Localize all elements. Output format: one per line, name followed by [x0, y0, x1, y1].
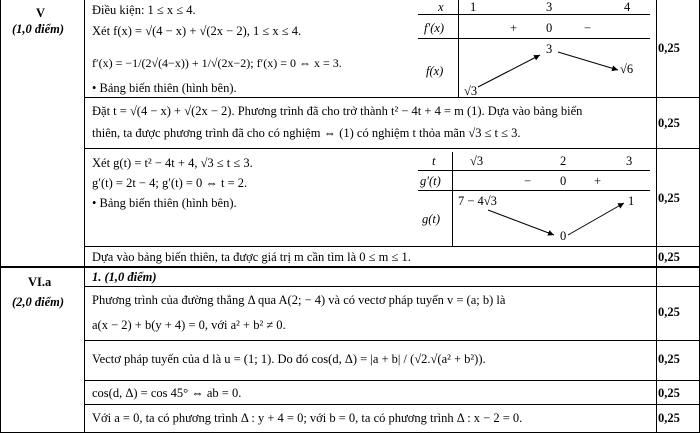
- score-v-1: 0,25: [658, 41, 680, 55]
- via-row2-line1: Vectơ pháp tuyến của d là u = (1; 1). Do đó cos(d, Δ) = |a + b| / (√2.√(a² + b²)).: [92, 352, 486, 366]
- tbl1-x1: 1: [470, 0, 477, 14]
- v-row1-line2: Xét f(x) = √(4 − x) + √(2x − 2), 1 ≤ x ≤ 4.: [92, 24, 302, 38]
- section-v-label: V: [36, 6, 46, 20]
- tbl2-g-end: 1: [628, 194, 635, 208]
- tbl1-d2: 0: [546, 21, 553, 35]
- v-row3-line1: Xét g(t) = t² − 4t + 4, √3 ≤ t ≤ 3.: [92, 156, 253, 170]
- v-row1-line4: • Bảng biến thiên (hình bên).: [92, 81, 237, 95]
- arrow-g-down: [488, 210, 554, 235]
- v-row1-line3: f′(x) = −1/(2√(4−x)) + 1/√(2x−2); f′(x) = 0 ⇔ x = 3.: [92, 56, 342, 70]
- tbl1-x-label: x: [438, 0, 444, 14]
- v-row3-line3: • Bảng biến thiên (hình bên).: [92, 196, 237, 210]
- tbl1-f-label: f(x): [426, 64, 444, 78]
- arrow-f-down: [558, 52, 618, 70]
- v-row2-line2: thiên, ta được phương trình đã cho có nghiệm ⇔ (1) có nghiệm t thỏa mãn √3 ≤ t ≤ 3.: [92, 126, 521, 140]
- tbl1-f-max: 3: [546, 42, 553, 56]
- arrow-f-up: [478, 55, 540, 87]
- tbl2-d2: 0: [560, 174, 567, 188]
- via-row4-line1: Với a = 0, ta có phương trình Δ : y + 4 = 0; với b = 0, ta có phương trình Δ : x − 2 = 0.: [92, 411, 523, 425]
- section-v-points: (1,0 điểm): [12, 22, 65, 36]
- tbl1-f-start: √3: [464, 84, 478, 98]
- tbl2-d1: −: [524, 174, 532, 188]
- section-via-points: (2,0 điểm): [12, 295, 65, 309]
- tbl2-d3: +: [594, 174, 602, 188]
- tbl2-d-label: g′(t): [420, 174, 441, 188]
- arrow-g-up: [568, 203, 624, 235]
- v-row2-line1: Đặt t = √(4 − x) + √(2x − 2). Phương trình đã cho trở thành t² − 4t + 4 = m (1). Dựa vào bảng biến: [92, 104, 583, 118]
- tbl2-t1: √3: [470, 154, 484, 168]
- v-row3-line2: g′(t) = 2t − 4; g′(t) = 0 ⇔ t = 2.: [92, 176, 248, 190]
- via-header: 1. (1,0 điểm): [92, 270, 157, 284]
- section-via-label: VI.a: [28, 275, 52, 289]
- score-v-4: 0,25: [658, 250, 680, 264]
- tbl1-x2: 3: [546, 0, 553, 14]
- tbl2-t-label: t: [432, 154, 436, 168]
- tbl1-d-label: f′(x): [424, 21, 445, 35]
- score-via-1: 0,25: [658, 305, 680, 319]
- tbl1-x3: 4: [624, 0, 631, 14]
- tbl2-g-min: 0: [560, 229, 567, 243]
- v-row4-line1: Dựa vào bảng biến thiên, ta được giá trị m cần tìm là 0 ≤ m ≤ 1.: [92, 250, 411, 264]
- tbl2-g-label: g(t): [422, 212, 441, 226]
- tbl1-d3: −: [584, 21, 592, 35]
- score-via-2: 0,25: [658, 352, 680, 366]
- score-via-3: 0,25: [658, 386, 680, 400]
- tbl1-d1: +: [510, 21, 518, 35]
- tbl2-t2: 2: [560, 154, 567, 168]
- via-row1-line2: a(x − 2) + b(y + 4) = 0, với a² + b² ≠ 0.: [92, 318, 286, 332]
- score-v-3: 0,25: [658, 191, 680, 205]
- score-via-4: 0,25: [658, 411, 680, 425]
- tbl2-t3: 3: [626, 154, 633, 168]
- via-row1-line1: Phương trình của đường thẳng Δ qua A(2; − 4) và có vectơ pháp tuyến v = (a; b) là: [92, 293, 506, 307]
- via-row3-line1: cos(d, Δ) = cos 45° ⇔ ab = 0.: [92, 386, 242, 400]
- tbl1-f-end: √6: [620, 62, 634, 76]
- tbl2-g-start: 7 − 4√3: [458, 194, 497, 208]
- score-v-2: 0,25: [658, 116, 680, 130]
- v-row1-line1: Điều kiện: 1 ≤ x ≤ 4.: [92, 3, 196, 17]
